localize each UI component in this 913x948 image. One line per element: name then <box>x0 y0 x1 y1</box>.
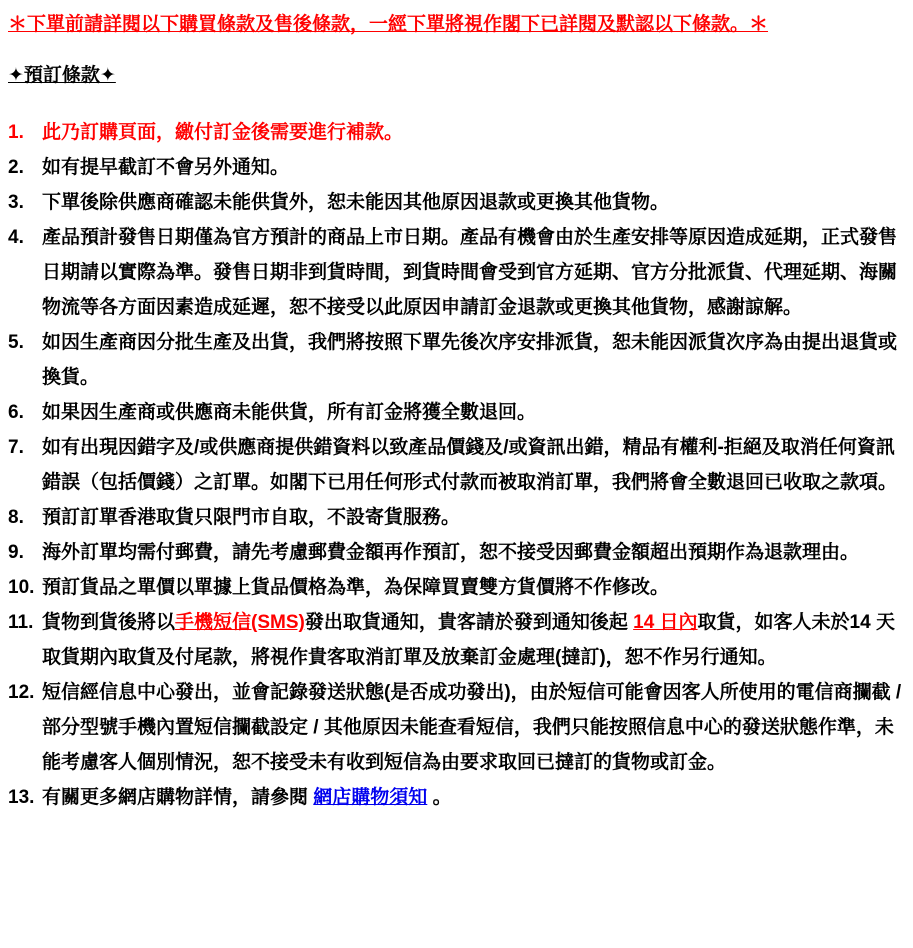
term-text-segment: 有關更多網店購物詳情，請參閱 <box>42 787 314 809</box>
term-text-segment: 如果因生產商或供應商未能供貨，所有訂金將獲全數退回。 <box>42 402 537 424</box>
term-text <box>42 430 905 500</box>
term-text-segment: 發出取貨通知，貴客請於發到通知後起 <box>304 612 634 634</box>
term-item <box>8 780 905 815</box>
term-item <box>8 395 905 430</box>
term-text-segment: 產品預計發售日期僅為官方預計的商品上市日期。產品有機會由於生產安排等原因造成延期，正式發售日期請以實際為準。發售日期非到貨時間，到貨時間會受到官方延期、官方分批派貨、代理延期、海關物流等各方面因素造成延遲，恕不接受以此原因申請訂金退款或更換其他貨物，感謝諒解。 <box>42 227 898 319</box>
section-header: ✦預訂條款✦ <box>8 64 116 86</box>
term-number: 2. <box>8 157 24 179</box>
term-item <box>8 570 905 605</box>
term-number: 9. <box>8 542 24 564</box>
term-text-segment: 手機短信(SMS) <box>175 612 305 634</box>
term-number: 1. <box>8 122 24 144</box>
term-item <box>8 430 905 500</box>
term-number: 6. <box>8 402 24 424</box>
term-text-segment: 取貨，如客人未於14 天取貨期內取貨及付尾款，將視作貴客取消訂單及放棄訂金處理(撻訂)，恕不作另行通知。 <box>42 612 895 669</box>
term-text-segment: 預訂貨品之單價以單據上貨品價格為準，為保障買賣雙方貨價將不作修改。 <box>42 577 670 599</box>
term-item <box>8 325 905 395</box>
term-text <box>42 150 905 185</box>
term-text-segment: 14 日內 <box>633 612 698 634</box>
shop-guide-link[interactable]: 網店購物須知 <box>313 787 428 809</box>
term-number: 12. <box>8 682 35 704</box>
term-text-segment: 預訂訂單香港取貨只限門市自取，不設寄貨服務。 <box>42 507 461 529</box>
term-number: 5. <box>8 332 24 354</box>
term-text <box>42 605 905 675</box>
terms-list <box>8 115 905 815</box>
term-item <box>8 605 905 675</box>
term-text-segment: 海外訂單均需付郵費，請先考慮郵費金額再作預訂，恕不接受因郵費金額超出預期作為退款理由。 <box>42 542 860 564</box>
term-item <box>8 115 905 150</box>
term-text <box>42 570 905 605</box>
term-item <box>8 535 905 570</box>
term-number: 13. <box>8 787 35 809</box>
term-text-segment: 如因生產商因分批生產及出貨，我們將按照下單先後次序安排派貨，恕未能因派貨次序為由提出退貨或換貨。 <box>42 332 898 389</box>
term-text-segment: 短信經信息中心發出，並會記錄發送狀態(是否成功發出)，由於短信可能會因客人所使用的電信商攔截 / 部分型號手機內置短信攔截設定 / 其他原因未能查看短信，我們只能按照信息中心的發送狀態作準，未能考慮客人個別情況，恕不接受未有收到短信為由要求取回已撻訂的貨物或訂金。 <box>42 682 902 774</box>
term-number: 7. <box>8 437 24 459</box>
term-number: 3. <box>8 192 24 214</box>
term-text <box>42 115 905 150</box>
term-text <box>42 780 905 815</box>
term-number: 11. <box>8 612 34 634</box>
term-item <box>8 150 905 185</box>
term-item <box>8 675 905 780</box>
term-text-segment: 此乃訂購頁面，繳付訂金後需要進行補款。 <box>42 122 404 144</box>
term-number: 8. <box>8 507 24 529</box>
term-number: 10. <box>8 577 35 599</box>
term-text <box>42 185 905 220</box>
term-text-segment: 。 <box>427 787 452 809</box>
term-item <box>8 220 905 325</box>
term-text-segment: 貨物到貨後將以 <box>42 612 176 634</box>
term-text <box>42 500 905 535</box>
term-text <box>42 395 905 430</box>
page-title: ＊下單前請詳閱以下購買條款及售後條款，一經下單將視作閣下已詳閱及默認以下條款。＊ <box>8 14 769 35</box>
term-text-segment: 如有提早截訂不會另外通知。 <box>42 157 290 179</box>
term-text-segment: 下單後除供應商確認未能供貨外，恕未能因其他原因退款或更換其他貨物。 <box>42 192 670 214</box>
term-text-segment: 如有出現因錯字及/或供應商提供錯資料以致產品價錢及/或資訊出錯，精品有權利-拒絕及取消任何資訊錯誤（包括價錢）之訂單。如閣下已用任何形式付款而被取消訂單，我們將會全數退回已收取之款項。 <box>42 437 898 494</box>
term-text <box>42 325 905 395</box>
term-item <box>8 500 905 535</box>
term-item <box>8 185 905 220</box>
term-text <box>42 220 905 325</box>
term-text <box>42 535 905 570</box>
term-text <box>42 675 905 780</box>
term-number: 4. <box>8 227 24 249</box>
